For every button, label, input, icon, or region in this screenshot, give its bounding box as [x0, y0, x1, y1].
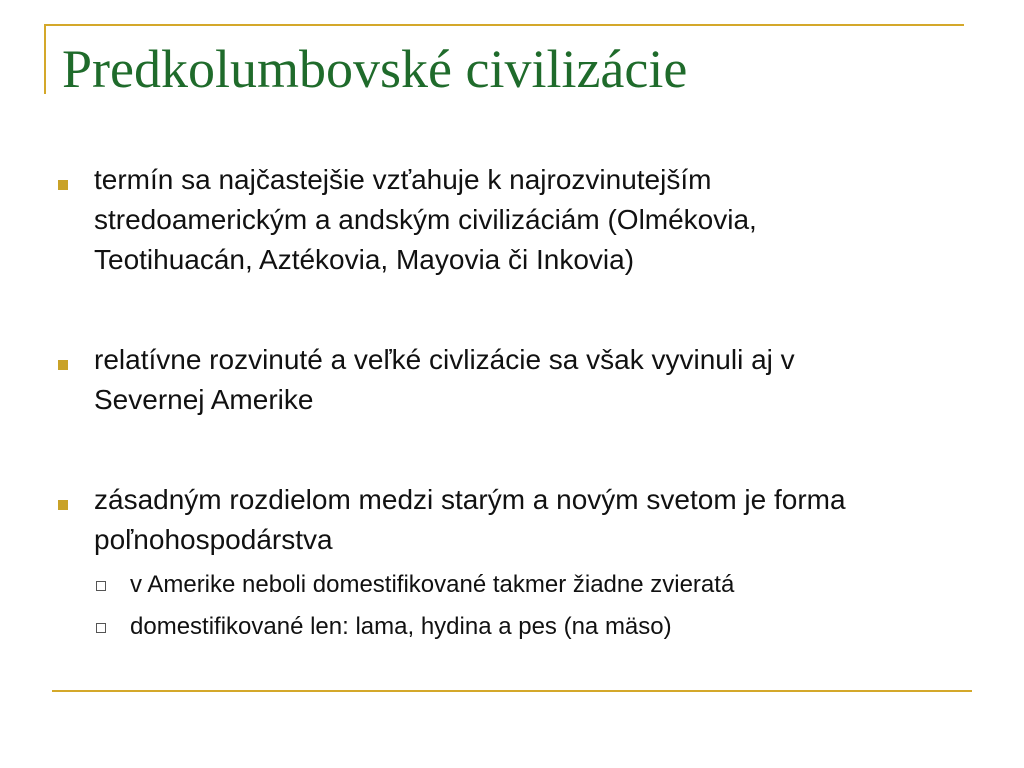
bullet-line: Severnej Amerike — [94, 384, 314, 415]
bottom-divider — [52, 690, 972, 692]
square-bullet-icon — [58, 180, 68, 190]
sub-bullet-text: domestifikované len: lama, hydina a pes (na mäso) — [130, 613, 672, 640]
hollow-square-bullet-icon — [96, 581, 106, 591]
bullet-text — [94, 480, 1014, 560]
hollow-square-bullet-icon — [96, 623, 106, 633]
bullet-line: zásadným rozdielom medzi starým a novým svetom je forma — [94, 484, 846, 515]
bullet-line: stredoamerickým a andským civilizáciám (Olmékovia, — [94, 204, 757, 235]
bullet-text — [94, 340, 1014, 420]
bullet-text — [94, 160, 1014, 280]
bullet-line: relatívne rozvinuté a veľké civlizácie sa však vyvinuli aj v — [94, 344, 795, 375]
slide-title: Predkolumbovské civilizácie — [62, 39, 688, 99]
bullet-line: poľnohospodárstva — [94, 524, 333, 555]
bullet-line: termín sa najčastejšie vzťahuje k najrozvinutejším — [94, 164, 712, 195]
sub-bullet-text: v Amerike neboli domestifikované takmer žiadne zvieratá — [130, 571, 735, 598]
square-bullet-icon — [58, 500, 68, 510]
bullet-line: Teotihuacán, Aztékovia, Mayovia či Inkovia) — [94, 244, 635, 275]
square-bullet-icon — [58, 360, 68, 370]
